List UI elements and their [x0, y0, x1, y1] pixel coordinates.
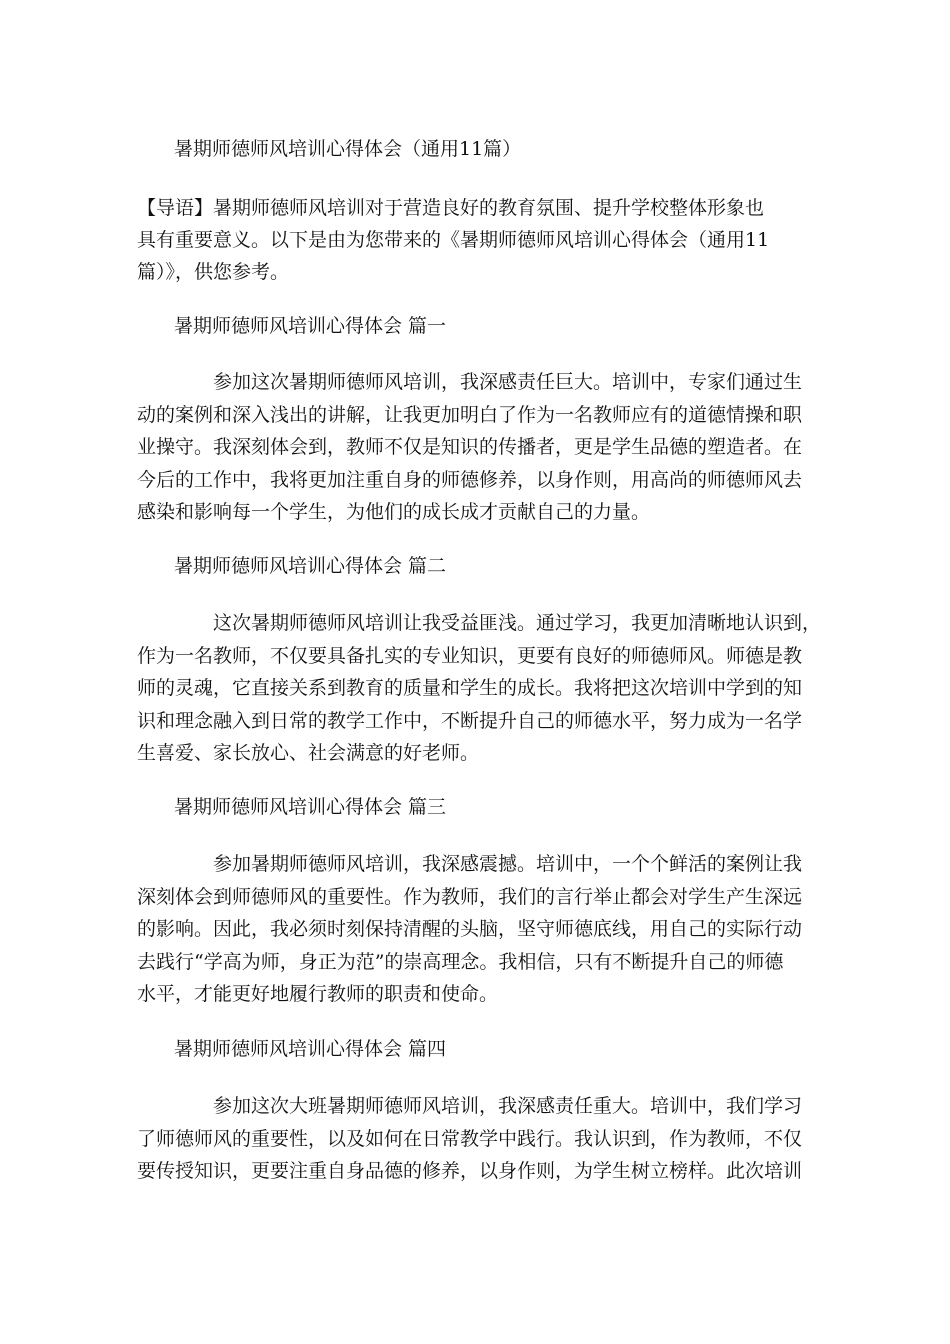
body-line: 参加这次暑期师德师风培训，我深感责任巨大。培训中，专家们通过生	[213, 371, 803, 393]
body-line: 水平，才能更好地履行教师的职责和使命。	[137, 983, 499, 1005]
section-body-3	[137, 848, 813, 1011]
section-heading-4: 暑期师德师风培训心得体会 篇四	[174, 1038, 447, 1060]
body-line: 去践行“学高为师，身正为范”的崇高理念。我相信，只有不断提升自己的师德	[137, 950, 784, 973]
body-line: 师的灵魂，它直接关系到教育的质量和学生的成长。我将把这次培训中学到的知	[137, 677, 803, 699]
body-line: 生喜爱、家长放心、社会满意的好老师。	[137, 742, 480, 764]
body-line: 的影响。因此，我必须时刻保持清醒的头脑，坚守师德底线，用自己的实际行动	[137, 918, 803, 940]
body-line: 业操守。我深刻体会到，教师不仅是知识的传播者，更是学生品德的塑造者。在	[137, 436, 803, 458]
body-line: 感染和影响每一个学生，为他们的成长成才贡献自己的力量。	[137, 501, 651, 523]
section-heading-1: 暑期师德师风培训心得体会 篇一	[174, 315, 447, 337]
section-heading-2: 暑期师德师风培训心得体会 篇二	[174, 555, 447, 577]
intro-paragraph	[137, 192, 813, 288]
body-line: 了师德师风的重要性，以及如何在日常教学中践行。我认识到，作为教师，不仅	[137, 1127, 803, 1150]
body-line: 这次暑期师德师风培训让我受益匪浅。通过学习，我更加清晰地认识到，	[213, 612, 822, 634]
section-heading-3: 暑期师德师风培训心得体会 篇三	[174, 796, 447, 818]
body-line: 今后的工作中，我将更加注重自身的师德修养，以身作则，用高尚的师德师风去	[137, 468, 803, 491]
body-line: 深刻体会到师德师风的重要性。作为教师，我们的言行举止都会对学生产生深远	[137, 885, 803, 908]
section-body-1	[137, 366, 813, 529]
body-line: 识和理念融入到日常的教学工作中，不断提升自己的师德水平，努力成为一名学	[137, 709, 803, 732]
body-line: 参加暑期师德师风培训，我深感震撼。培训中，一个个鲜活的案例让我	[213, 853, 803, 875]
document-title: 暑期师德师风培训心得体会（通用11篇）	[174, 138, 522, 160]
body-line: 动的案例和深入浅出的讲解，让我更加明白了作为一名教师应有的道德情操和职	[137, 403, 803, 426]
section-body-4	[137, 1090, 813, 1188]
section-body-2	[137, 607, 822, 770]
intro-line: 【导语】暑期师德师风培训对于营造良好的教育氛围、提升学校整体形象也	[137, 197, 765, 219]
body-line: 作为一名教师，不仅要具备扎实的专业知识，更要有良好的师德师风。师德是教	[137, 644, 803, 667]
body-line: 参加这次大班暑期师德师风培训，我深感责任重大。培训中，我们学习	[213, 1095, 803, 1117]
intro-line: 具有重要意义。以下是由为您带来的《暑期师德师风培训心得体会（通用11	[137, 229, 770, 251]
body-line: 要传授知识，更要注重自身品德的修养，以身作则，为学生树立榜样。此次培训	[137, 1160, 803, 1182]
intro-line: 篇）》，供您参考。	[137, 261, 290, 283]
